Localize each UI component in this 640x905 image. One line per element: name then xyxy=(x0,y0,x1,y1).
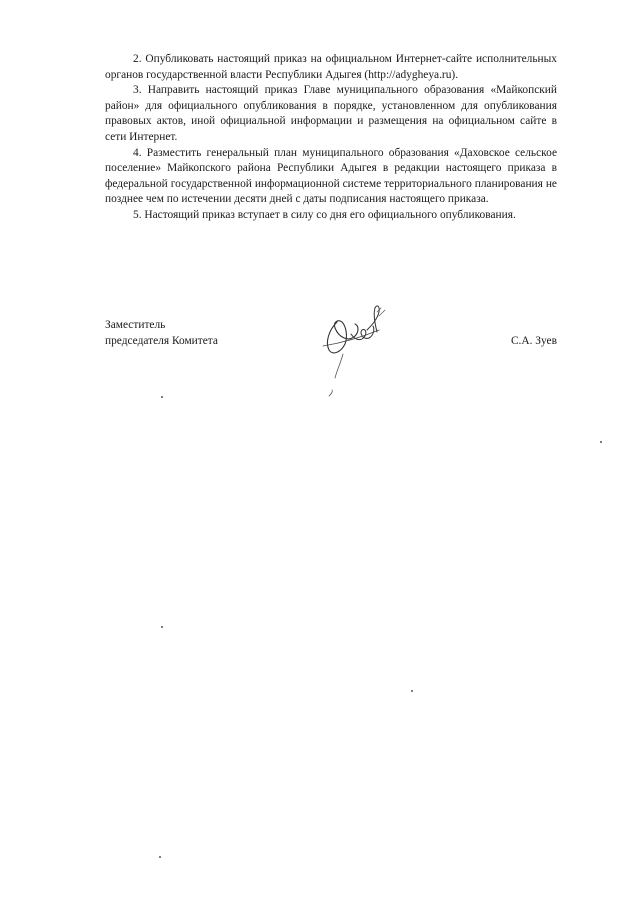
signatory-title-line2: председателя Комитета xyxy=(105,334,218,347)
scan-speck xyxy=(411,690,413,692)
scan-speck xyxy=(600,441,602,443)
paragraph-3: 3. Направить настоящий приказ Главе муниципального образования «Майкопский район» для официального опубликования в порядке, установленном для опубликования правовых актов, иной официальной информации и размещения на официальном сайте в сети Интернет. xyxy=(105,84,557,143)
signatory-title-line1: Заместитель xyxy=(105,319,166,331)
signatory-title xyxy=(105,318,218,349)
signatory-name: С.А. Зуев xyxy=(510,334,557,347)
paragraph-2: 2. Опубликовать настоящий приказ на официальном Интернет-сайте исполнительных органов государственной власти Республики Адыгея (http://adygheya.ru). xyxy=(105,53,557,81)
paragraph-4: 4. Разместить генеральный план муниципального образования «Даховское сельское поселение» Майкопского района Республики Адыгея в редакции настоящего приказа в федеральной государственной информационной системе территориального планирования не позднее чем по истечении десяти дней с даты подписания настоящего приказа. xyxy=(105,146,557,206)
document-body xyxy=(105,52,557,224)
handwritten-signature xyxy=(315,300,395,405)
scan-speck xyxy=(161,396,163,398)
scan-speck xyxy=(161,626,163,628)
scan-speck xyxy=(159,856,161,858)
paragraph-5: 5. Настоящий приказ вступает в силу со дня его официального опубликования. xyxy=(133,208,516,221)
